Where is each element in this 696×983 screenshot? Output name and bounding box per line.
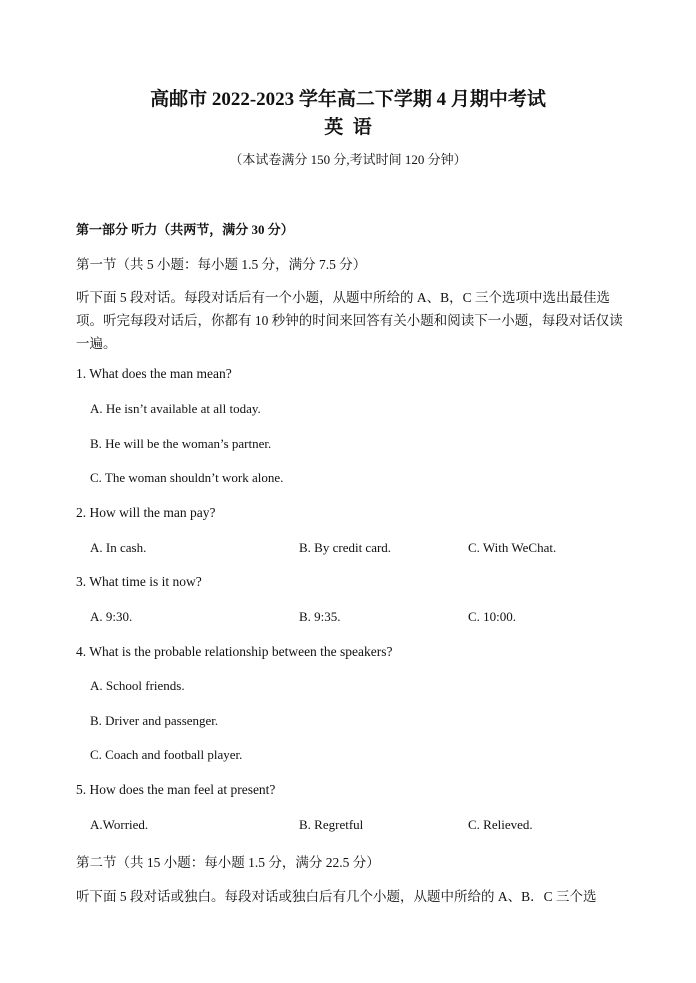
question-2: 2. How will the man pay?: [76, 505, 216, 520]
question-5: 5. How does the man feel at present?: [76, 782, 276, 797]
q1-option-b: B. He will be the woman’s partner.: [90, 436, 272, 451]
part1-heading: 第一部分 听力（共两节，满分 30 分）: [76, 222, 294, 237]
q5-option-b: B. Regretful: [299, 817, 364, 832]
q4-option-c: C. Coach and football player.: [90, 747, 243, 762]
q2-option-a: A. In cash.: [90, 540, 147, 555]
section1-heading: 第一节（共 5 小题：每小题 1.5 分，满分 7.5 分）: [76, 257, 367, 272]
q2-option-c: C. With WeChat.: [468, 540, 557, 555]
exam-note: （本试卷满分 150 分,考试时间 120 分钟）: [229, 152, 467, 167]
q3-option-b: B. 9:35.: [299, 609, 341, 624]
q4-option-a: A. School friends.: [90, 678, 185, 693]
q5-option-c: C. Relieved.: [468, 817, 533, 832]
q1-option-c: C. The woman shouldn’t work alone.: [90, 470, 284, 485]
exam-title: 高邮市 2022-2023 学年高二下学期 4 月期中考试: [150, 89, 546, 110]
q3-option-c: C. 10:00.: [468, 609, 517, 624]
q2-option-b: B. By credit card.: [299, 540, 392, 555]
subject-title: 英 语: [324, 117, 372, 138]
q5-option-a: A.Worried.: [90, 817, 149, 832]
question-4: 4. What is the probable relationship between the speakers?: [76, 644, 393, 659]
q1-option-a: A. He isn’t available at all today.: [90, 401, 261, 416]
section1-instructions: 听下面 5 段对话。每段对话后有一个小题，从题中所给的 A、B，C 三个选项中选出最佳选项。听完每段对话后，你都有 10 秒钟的时间来回答有关小题和阅读下一小题，每段对话仅读一遍。: [76, 290, 623, 351]
q3-option-a: A. 9:30.: [90, 609, 133, 624]
section2-instructions: 听下面 5 段对话或独白。每段对话或独白后有几个小题，从题中所给的 A、B．C 三个选: [76, 889, 597, 904]
section2-heading: 第二节（共 15 小题：每小题 1.5 分，满分 22.5 分）: [76, 855, 380, 870]
q4-option-b: B. Driver and passenger.: [90, 713, 219, 728]
question-3: 3. What time is it now?: [76, 574, 202, 589]
question-1: 1. What does the man mean?: [76, 366, 232, 381]
